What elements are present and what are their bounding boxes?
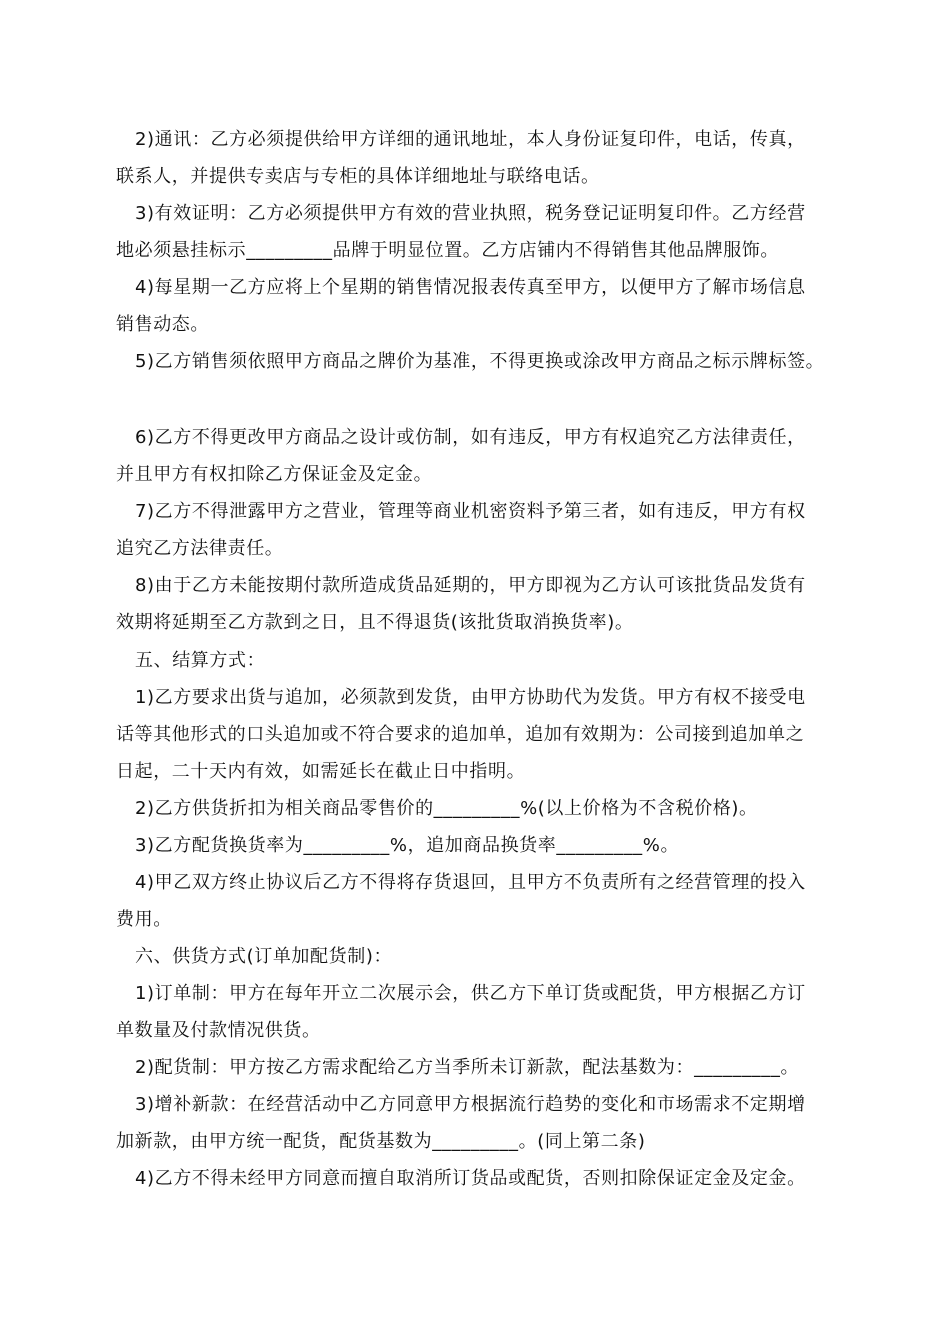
supply-3-line-1: 3)增补新款：在经营活动中乙方同意甲方根据流行趋势的变化和市场需求不定期增 [135, 1094, 806, 1115]
clause-2-line-1: 2)通讯：乙方必须提供给甲方详细的通讯地址，本人身份证复印件，电话，传真， [135, 129, 806, 150]
clause-6-line-1: 6)乙方不得更改甲方商品之设计或仿制，如有违反，甲方有权追究乙方法律责任， [135, 427, 806, 448]
clause-7-line-1: 7)乙方不得泄露甲方之营业，管理等商业机密资料予第三者，如有违反，甲方有权 [135, 501, 806, 522]
clause-2-line-2: 联系人，并提供专卖店与专柜的具体详细地址与联络电话。 [116, 166, 600, 187]
clause-7-line-2: 追究乙方法律责任。 [116, 538, 284, 559]
settlement-3-line-1: 3)乙方配货换货率为_________%，追加商品换货率_________%。 [135, 835, 680, 856]
supply-1-line-2: 单数量及付款情况供货。 [116, 1020, 321, 1041]
settlement-2-line-1: 2)乙方供货折扣为相关商品零售价的_________%(以上价格为不含税价格)。 [135, 798, 758, 819]
clause-8-line-2: 效期将延期至乙方款到之日，且不得退货(该批货取消换货率)。 [116, 612, 634, 633]
supply-4-line-1: 4)乙方不得未经甲方同意而擅自取消所订货品或配货，否则扣除保证定金及定金。 [135, 1168, 806, 1189]
supply-1-line-1: 1)订单制：甲方在每年开立二次展示会，供乙方下单订货或配货，甲方根据乙方订 [135, 983, 806, 1004]
settlement-4-line-1: 4)甲乙双方终止协议后乙方不得将存货退回，且甲方不负责所有之经营管理的投入 [135, 872, 806, 893]
settlement-1-line-2: 话等其他形式的口头追加或不符合要求的追加单，追加有效期为：公司接到追加单之 [116, 724, 805, 745]
settlement-4-line-2: 费用。 [116, 909, 172, 930]
clause-5-line-1: 5)乙方销售须依照甲方商品之牌价为基准，不得更换或涂改甲方商品之标示牌标签。 [135, 351, 825, 372]
settlement-1-line-3: 日起，二十天内有效，如需延长在截止日中指明。 [116, 761, 526, 782]
clause-4-line-2: 销售动态。 [116, 314, 209, 335]
clause-8-line-1: 8)由于乙方未能按期付款所造成货品延期的，甲方即视为乙方认可该批货品发货有 [135, 575, 806, 596]
supply-2-line-1: 2)配货制：甲方按乙方需求配给乙方当季所未订新款，配法基数为：_________。 [135, 1057, 800, 1078]
settlement-1-line-1: 1)乙方要求出货与追加，必须款到发货，由甲方协助代为发货。甲方有权不接受电 [135, 687, 806, 708]
section-5-heading: 五、结算方式： [135, 650, 266, 671]
section-6-heading: 六、供货方式(订单加配货制)： [135, 946, 393, 967]
clause-6-line-2: 并且甲方有权扣除乙方保证金及定金。 [116, 464, 433, 485]
clause-3-line-1: 3)有效证明：乙方必须提供甲方有效的营业执照，税务登记证明复印件。乙方经营 [135, 203, 806, 224]
clause-3-line-2: 地必须悬挂标示_________品牌于明显位置。乙方店铺内不得销售其他品牌服饰。 [116, 240, 779, 261]
clause-4-line-1: 4)每星期一乙方应将上个星期的销售情况报表传真至甲方，以便甲方了解市场信息 [135, 277, 806, 298]
supply-3-line-2: 加新款，由甲方统一配货，配货基数为_________。(同上第二条) [116, 1131, 646, 1152]
